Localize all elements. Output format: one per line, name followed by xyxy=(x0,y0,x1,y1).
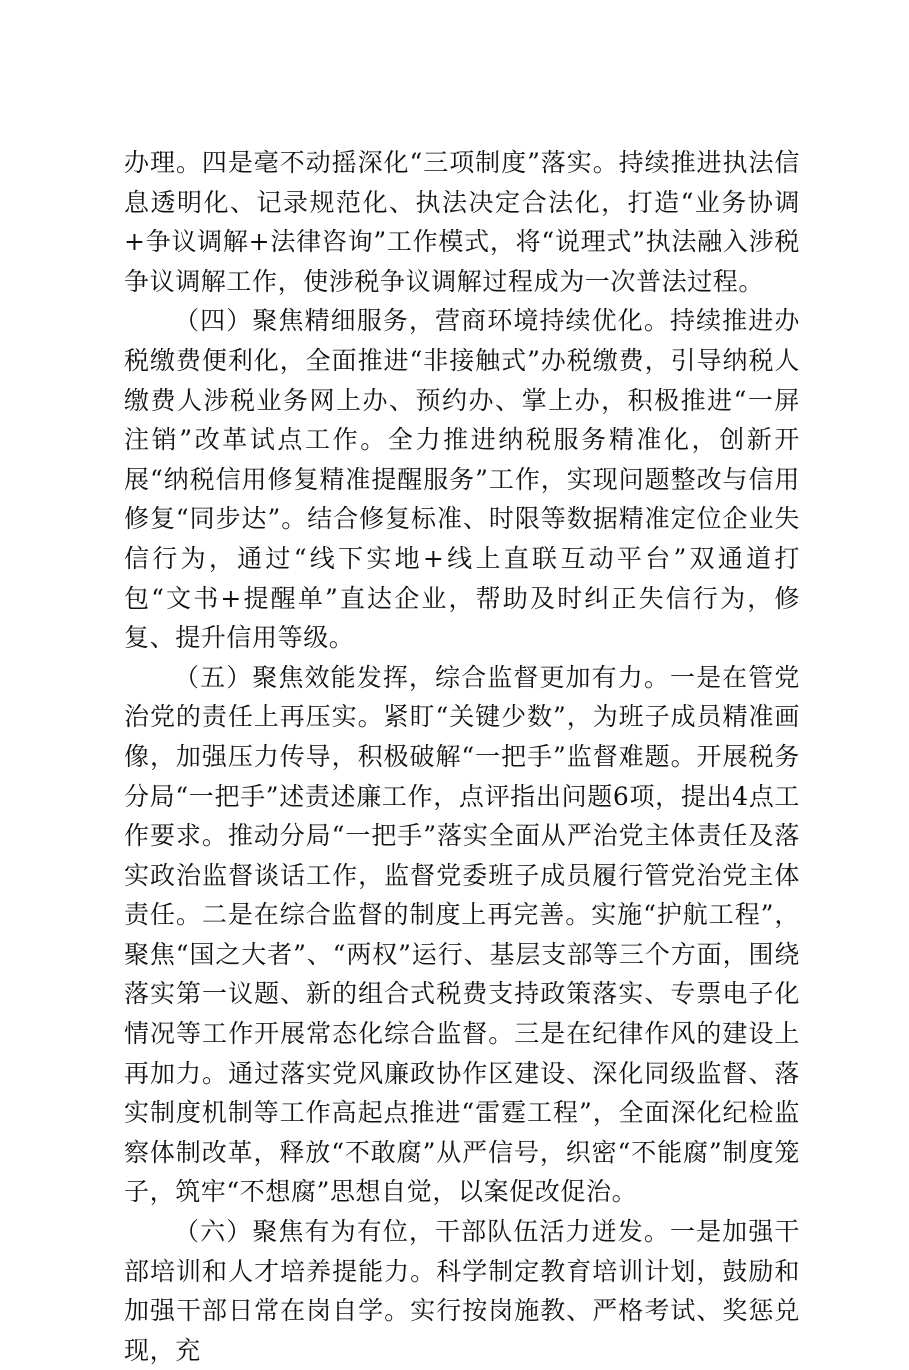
paragraph-section-4: （四）聚焦精细服务，营商环境持续优化。持续推进办税缴费便利化，全面推进“非接触式”办税缴费，引导纳税人缴费人涉税业务网上办、预约办、掌上办，积极推进“一屏注销”改革试点工作。全力推进纳税服务精准化，创新开展“纳税信用修复精准提醒服务”工作，实现问题整改与信用修复“同步达”。结合修复标准、时限等数据精准定位企业失信行为，通过“线下实地+线上直联互动平台”双通道打包“文书+提醒单”直达企业，帮助及时纠正失信行为，修复、提升信用等级。 xyxy=(124,306,800,653)
document-body xyxy=(124,143,800,1370)
paragraph-section-5: （五）聚焦效能发挥，综合监督更加有力。一是在管党治党的责任上再压实。紧盯“关键少数”，为班子成员精准画像，加强压力传导，积极破解“一把手”监督难题。开展税务分局“一把手”述责述廉工作，点评指出问题6项，提出4点工作要求。推动分局“一把手”落实全面从严治党主体责任及落实政治监督谈话工作，监督党委班子成员履行管党治党主体责任。二是在综合监督的制度上再完善。实施“护航工程”，聚焦“国之大者”、“两权”运行、基层支部等三个方面，围绕落实第一议题、新的组合式税费支持政策落实、专票电子化情况等工作开展常态化综合监督。三是在纪律作风的建设上再加力。通过落实党风廉政协作区建设、深化同级监督、落实制度机制等工作高起点推进“雷霆工程”，全面深化纪检监察体制改革，释放“不敢腐”从严信号，织密“不能腐”制度笼子，筑牢“不想腐”思想自觉，以案促改促治。 xyxy=(124,662,800,1207)
paragraph-continuation: 办理。四是毫不动摇深化“三项制度”落实。持续推进执法信息透明化、记录规范化、执法决定合法化，打造“业务协调+争议调解+法律咨询”工作模式，将“说理式”执法融入涉税争议调解工作，使涉税争议调解过程成为一次普法过程。 xyxy=(124,148,800,296)
paragraph-section-6: （六）聚焦有为有位，干部队伍活力迸发。一是加强干部培训和人才培养提能力。科学制定教育培训计划，鼓励和加强干部日常在岗自学。实行按岗施教、严格考试、奖惩兑现，充 xyxy=(124,1217,800,1365)
